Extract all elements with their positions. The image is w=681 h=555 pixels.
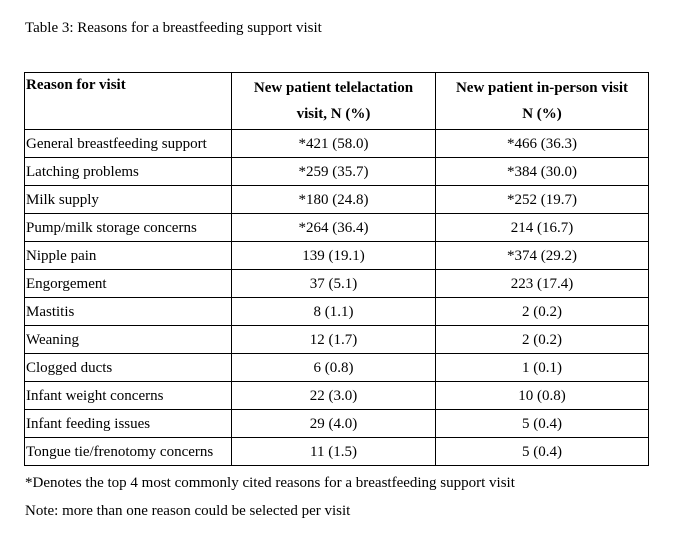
row-in-person-value: *466 (36.3) [436, 130, 649, 158]
row-reason: Milk supply [25, 186, 232, 214]
row-telelactation-value: 6 (0.8) [232, 354, 436, 382]
row-telelactation-value: 37 (5.1) [232, 270, 436, 298]
row-in-person-value: 1 (0.1) [436, 354, 649, 382]
header-reason: Reason for visit [25, 73, 232, 130]
table-row [25, 326, 649, 354]
table-row [25, 242, 649, 270]
row-in-person-value: 214 (16.7) [436, 214, 649, 242]
row-telelactation-value: 11 (1.5) [232, 438, 436, 466]
header-in-person-line2: N (%) [522, 106, 562, 122]
header-in-person-line1: New patient in-person visit [455, 80, 629, 96]
row-in-person-value: 223 (17.4) [436, 270, 649, 298]
row-reason: Nipple pain [25, 242, 232, 270]
row-in-person-value: 10 (0.8) [436, 382, 649, 410]
row-telelactation-value: 12 (1.7) [232, 326, 436, 354]
header-telelactation-line2: visit, N (%) [296, 106, 371, 122]
row-reason: Infant feeding issues [25, 410, 232, 438]
row-telelactation-value: 8 (1.1) [232, 298, 436, 326]
header-telelactation-line1: New patient telelactation [253, 80, 414, 96]
row-telelactation-value: 22 (3.0) [232, 382, 436, 410]
table-row [25, 158, 649, 186]
table-header-row [25, 73, 649, 130]
row-telelactation-value: *421 (58.0) [232, 130, 436, 158]
row-reason: Tongue tie/frenotomy concerns [25, 438, 232, 466]
row-in-person-value: 5 (0.4) [436, 410, 649, 438]
row-reason: Infant weight concerns [25, 382, 232, 410]
header-in-person [436, 73, 649, 130]
table-row [25, 130, 649, 158]
table-caption: Table 3: Reasons for a breastfeeding support visit [25, 20, 322, 36]
table-row [25, 298, 649, 326]
row-reason: Mastitis [25, 298, 232, 326]
note-footnote: Note: more than one reason could be selected per visit [25, 503, 351, 519]
row-in-person-value: *252 (19.7) [436, 186, 649, 214]
table-row [25, 270, 649, 298]
table-row [25, 438, 649, 466]
row-telelactation-value: 139 (19.1) [232, 242, 436, 270]
row-reason: Pump/milk storage concerns [25, 214, 232, 242]
row-reason: General breastfeeding support [25, 130, 232, 158]
reasons-table [24, 72, 649, 466]
row-in-person-value: 2 (0.2) [436, 298, 649, 326]
row-reason: Weaning [25, 326, 232, 354]
table-row [25, 410, 649, 438]
asterisk-footnote: *Denotes the top 4 most commonly cited reasons for a breastfeeding support visit [25, 475, 515, 491]
table-row [25, 354, 649, 382]
row-telelactation-value: *264 (36.4) [232, 214, 436, 242]
row-telelactation-value: *259 (35.7) [232, 158, 436, 186]
row-telelactation-value: *180 (24.8) [232, 186, 436, 214]
table-row [25, 214, 649, 242]
row-in-person-value: 5 (0.4) [436, 438, 649, 466]
row-reason: Clogged ducts [25, 354, 232, 382]
row-reason: Engorgement [25, 270, 232, 298]
row-telelactation-value: 29 (4.0) [232, 410, 436, 438]
row-in-person-value: *384 (30.0) [436, 158, 649, 186]
table-row [25, 382, 649, 410]
header-telelactation [232, 73, 436, 130]
table-row [25, 186, 649, 214]
row-in-person-value: 2 (0.2) [436, 326, 649, 354]
row-reason: Latching problems [25, 158, 232, 186]
row-in-person-value: *374 (29.2) [436, 242, 649, 270]
